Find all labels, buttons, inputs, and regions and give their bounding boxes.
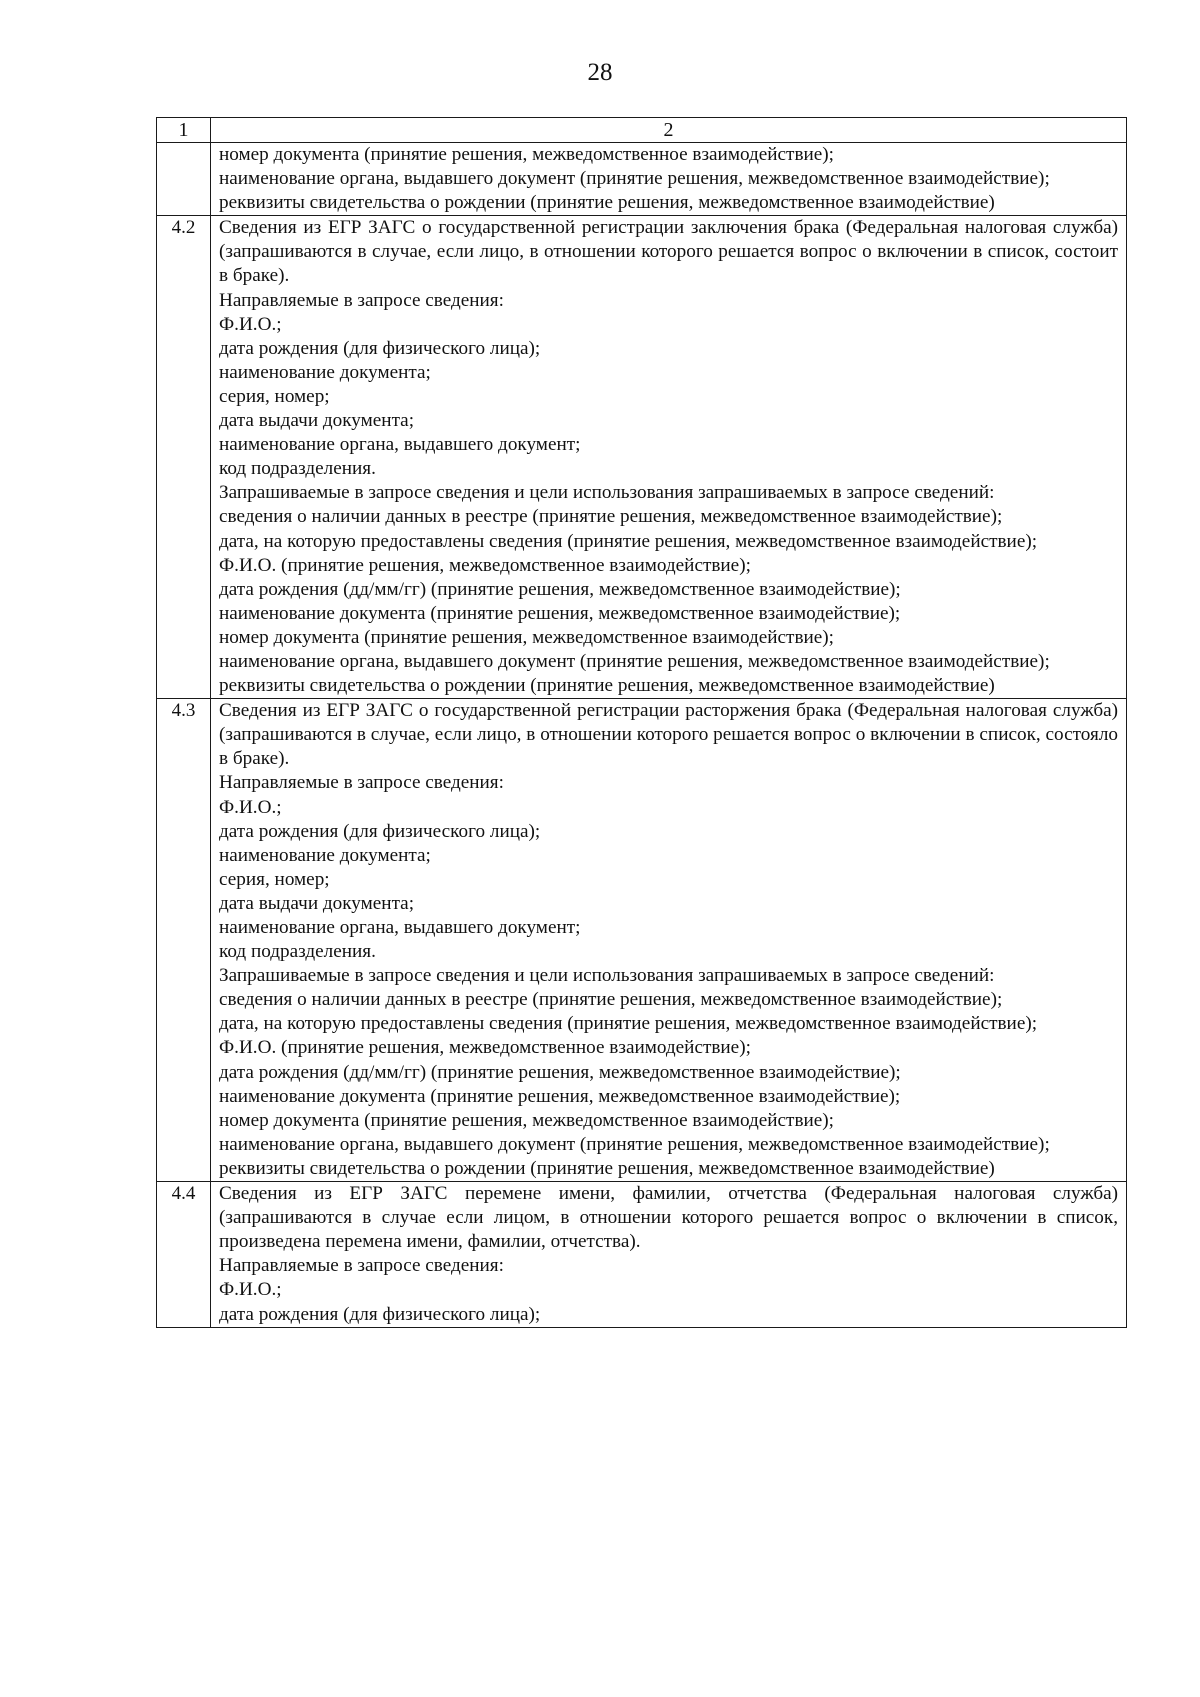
text-line: дата выдачи документа;	[219, 892, 415, 914]
text-line: реквизиты свидетельства о рождении (принятие решения, межведомственное взаимодействие)	[219, 1157, 995, 1179]
text-line: Направляемые в запросе сведения:	[219, 1255, 504, 1277]
text-line: дата рождения (дд/мм/гг) (принятие решения, межведомственное взаимодействие);	[219, 1061, 901, 1083]
text-line: дата рождения (для физического лица);	[219, 1303, 541, 1325]
row-number	[157, 143, 211, 216]
row-content	[211, 216, 1127, 699]
text-line: наименование органа, выдавшего документ;	[219, 917, 581, 938]
row-content	[211, 699, 1127, 1182]
column-header-2: 2	[211, 118, 1127, 143]
table-row	[157, 699, 1127, 1182]
text-line: наименование документа (принятие решения, межведомственное взаимодействие);	[219, 602, 901, 624]
text-line: реквизиты свидетельства о рождении (принятие решения, межведомственное взаимодействие)	[219, 675, 995, 697]
text-line: Запрашиваемые в запросе сведения и цели использования запрашиваемых в запросе сведений:	[219, 965, 995, 987]
row-content	[211, 143, 1127, 216]
text-line: дата, на которую предоставлены сведения (принятие решения, межведомственное взаимодействие);	[219, 530, 1038, 552]
text-line: Ф.И.О. (принятие решения, межведомственное взаимодействие);	[219, 554, 751, 576]
text-line: Сведения из ЕГР ЗАГС о государственной регистрации расторжения брака (Федеральная налоговая служба) (запрашиваются в случае, если лицо, в отношении которого решается вопрос о включении в список, состояло в браке).	[219, 700, 1118, 770]
row-number: 4.3	[157, 699, 211, 1182]
text-line: Направляемые в запросе сведения:	[219, 289, 504, 311]
text-line: дата рождения (для физического лица);	[219, 337, 541, 359]
text-line: номер документа (принятие решения, межведомственное взаимодействие);	[219, 626, 835, 648]
page-number: 28	[587, 59, 613, 86]
text-line: дата рождения (дд/мм/гг) (принятие решения, межведомственное взаимодействие);	[219, 578, 901, 600]
text-line: наименование органа, выдавшего документ (принятие решения, межведомственное взаимодействие);	[219, 168, 1050, 190]
requests-table	[156, 117, 1127, 1328]
text-line: серия, номер;	[219, 385, 330, 407]
text-line: Запрашиваемые в запросе сведения и цели использования запрашиваемых в запросе сведений:	[219, 482, 995, 504]
text-line: наименование органа, выдавшего документ (принятие решения, межведомственное взаимодействие);	[219, 650, 1050, 672]
row-number: 4.4	[157, 1182, 211, 1328]
text-line: номер документа (принятие решения, межведомственное взаимодействие);	[219, 144, 835, 165]
text-line: Ф.И.О.;	[219, 796, 282, 818]
table-header-row	[157, 118, 1127, 143]
text-line: сведения о наличии данных в реестре (принятие решения, межведомственное взаимодействие);	[219, 989, 1003, 1011]
text-line: Сведения из ЕГР ЗАГС о государственной регистрации заключения брака (Федеральная налоговая служба) (запрашиваются в случае, если лицо, в отношении которого решается вопрос о включении в список, состоит в браке).	[219, 217, 1118, 287]
column-header-1: 1	[157, 118, 211, 143]
row-number: 4.2	[157, 216, 211, 699]
text-line: наименование органа, выдавшего документ;	[219, 434, 581, 456]
text-line: Ф.И.О.;	[219, 313, 282, 335]
text-line: серия, номер;	[219, 868, 330, 890]
text-line: реквизиты свидетельства о рождении (принятие решения, межведомственное взаимодействие)	[219, 192, 995, 214]
table-row	[157, 216, 1127, 699]
table-row	[157, 143, 1127, 216]
table-row	[157, 1182, 1127, 1328]
text-line: Направляемые в запросе сведения:	[219, 772, 504, 794]
text-line: Ф.И.О.;	[219, 1279, 282, 1301]
row-content	[211, 1182, 1127, 1328]
text-line: наименование документа (принятие решения, межведомственное взаимодействие);	[219, 1085, 901, 1107]
text-line: номер документа (принятие решения, межведомственное взаимодействие);	[219, 1109, 835, 1131]
text-line: Сведения из ЕГР ЗАГС перемене имени, фамилии, отчетства (Федеральная налоговая служба) (запрашиваются в случае если лицом, в отношении которого решается вопрос о включении в список, произведена перемена имени, фамилии, отчетства).	[219, 1183, 1118, 1253]
text-line: Ф.И.О. (принятие решения, межведомственное взаимодействие);	[219, 1037, 751, 1059]
text-line: наименование документа;	[219, 844, 431, 866]
text-line: дата, на которую предоставлены сведения (принятие решения, межведомственное взаимодействие);	[219, 1013, 1038, 1035]
text-line: наименование документа;	[219, 361, 431, 383]
text-line: код подразделения.	[219, 458, 376, 480]
text-line: дата рождения (для физического лица);	[219, 820, 541, 842]
text-line: код подразделения.	[219, 941, 376, 963]
text-line: наименование органа, выдавшего документ (принятие решения, межведомственное взаимодействие);	[219, 1133, 1050, 1155]
text-line: сведения о наличии данных в реестре (принятие решения, межведомственное взаимодействие);	[219, 506, 1003, 528]
text-line: дата выдачи документа;	[219, 410, 415, 432]
